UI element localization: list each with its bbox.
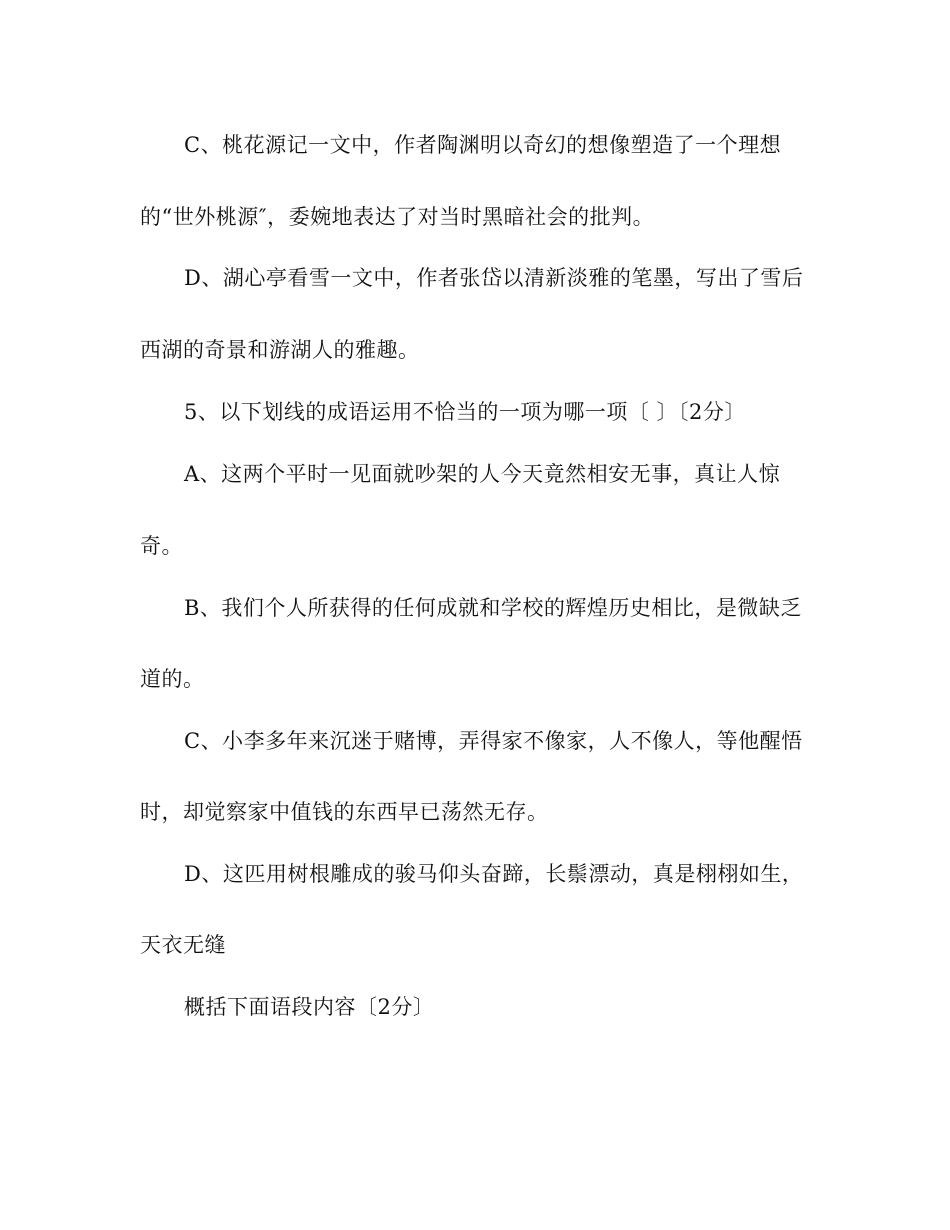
- q5-option-d-line-2: 天衣无缝: [140, 933, 226, 957]
- option-c-line-2: 的“世外桃源″，委婉地表达了对当时黑暗社会的批判。: [140, 205, 655, 229]
- option-c-line-1: C、桃花源记一文中，作者陶渊明以奇幻的想像塑造了一个理想: [184, 133, 782, 157]
- q5-option-b-line-1: B、我们个人所获得的任何成就和学校的辉煌历史相比，是微缺乏: [184, 596, 802, 620]
- q5-option-c-line-1: C、小李多年来沉迷于赌博，弄得家不像家，人不像人，等他醒悟: [184, 729, 803, 753]
- summary-prompt: 概括下面语段内容〔2分〕: [184, 995, 435, 1019]
- q5-option-d-line-1: D、这匹用树根雕成的骏马仰头奋蹄，长鬃漂动，真是栩栩如生，: [184, 862, 804, 886]
- q5-option-b-line-2: 道的。: [140, 667, 205, 691]
- question-5-heading: 5、以下划线的成语运用不恰当的一项为哪一项〔 〕〔2分〕: [184, 400, 746, 424]
- q5-option-a-line-2: 奇。: [140, 534, 183, 558]
- option-d-line-1: D、湖心亭看雪一文中，作者张岱以清新淡雅的笔墨，写出了雪后: [184, 266, 804, 290]
- q5-option-a-line-1: A、这两个平时一见面就吵架的人今天竟然相安无事，真让人惊: [184, 462, 781, 486]
- option-d-line-2: 西湖的奇景和游湖人的雅趣。: [140, 338, 420, 362]
- q5-option-c-line-2: 时，却觉察家中值钱的东西早已荡然无存。: [140, 800, 549, 824]
